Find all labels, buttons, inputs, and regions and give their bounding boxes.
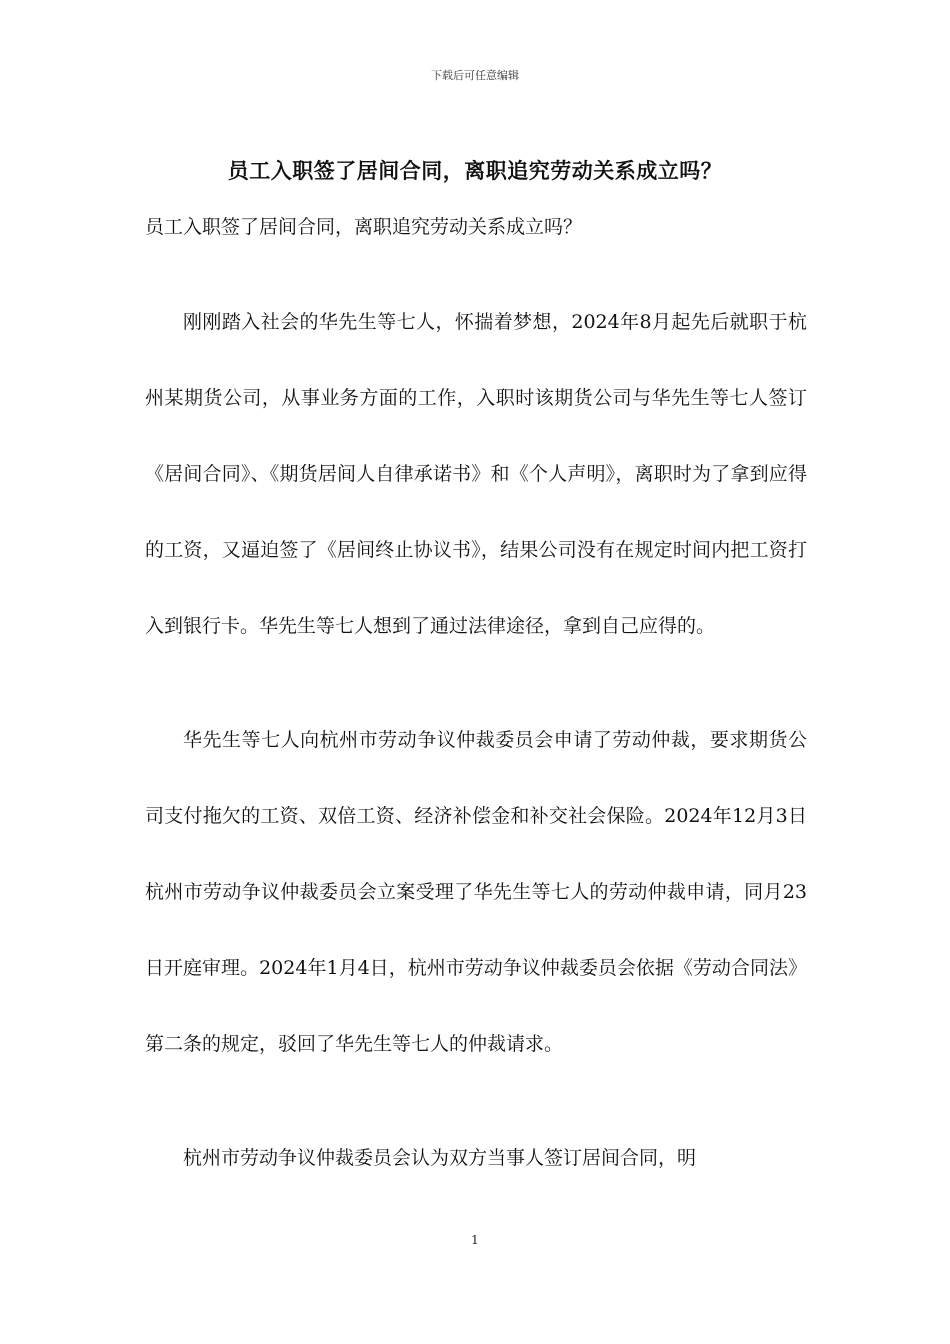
paragraph-3: 杭州市劳动争议仲裁委员会认为双方当事人签订居间合同，明 [183, 1147, 697, 1169]
paragraph-1: 刚刚踏入社会的华先生等七人，怀揣着梦想，2024年8月起先后就职于杭州某期货公司，从事业务方面的工作，入职时该期货公司与华先生等七人签订《居间合同》、《期货居间人自律承诺书》和《个人声明》，离职时为了拿到应得的工资，又逼迫签了《居间终止协议书》，结果公司没有在规定时间内把工资打入到银行卡。华先生等七人想到了通过法律途径，拿到自己应得的。 [145, 311, 807, 637]
page-number: 1 [471, 1233, 479, 1247]
document-body [145, 208, 807, 1234]
page-header-note: 下载后可任意编辑 [431, 69, 519, 82]
document-subtitle: 员工入职签了居间合同，离职追究劳动关系成立吗？ [145, 216, 583, 238]
paragraph-2: 华先生等七人向杭州市劳动争议仲裁委员会申请了劳动仲裁，要求期货公司支付拖欠的工资、双倍工资、经济补偿金和补交社会保险。2024年12月3日杭州市劳动争议仲裁委员会立案受理了华先生等七人的劳动仲裁申请，同月23日开庭审理。2024年1月4日，杭州市劳动争议仲裁委员会依据《劳动合同法》第二条的规定，驳回了华先生等七人的仲裁请求。 [145, 729, 807, 1055]
document-title: 员工入职签了居间合同，离职追究劳动关系成立吗？ [227, 159, 723, 183]
